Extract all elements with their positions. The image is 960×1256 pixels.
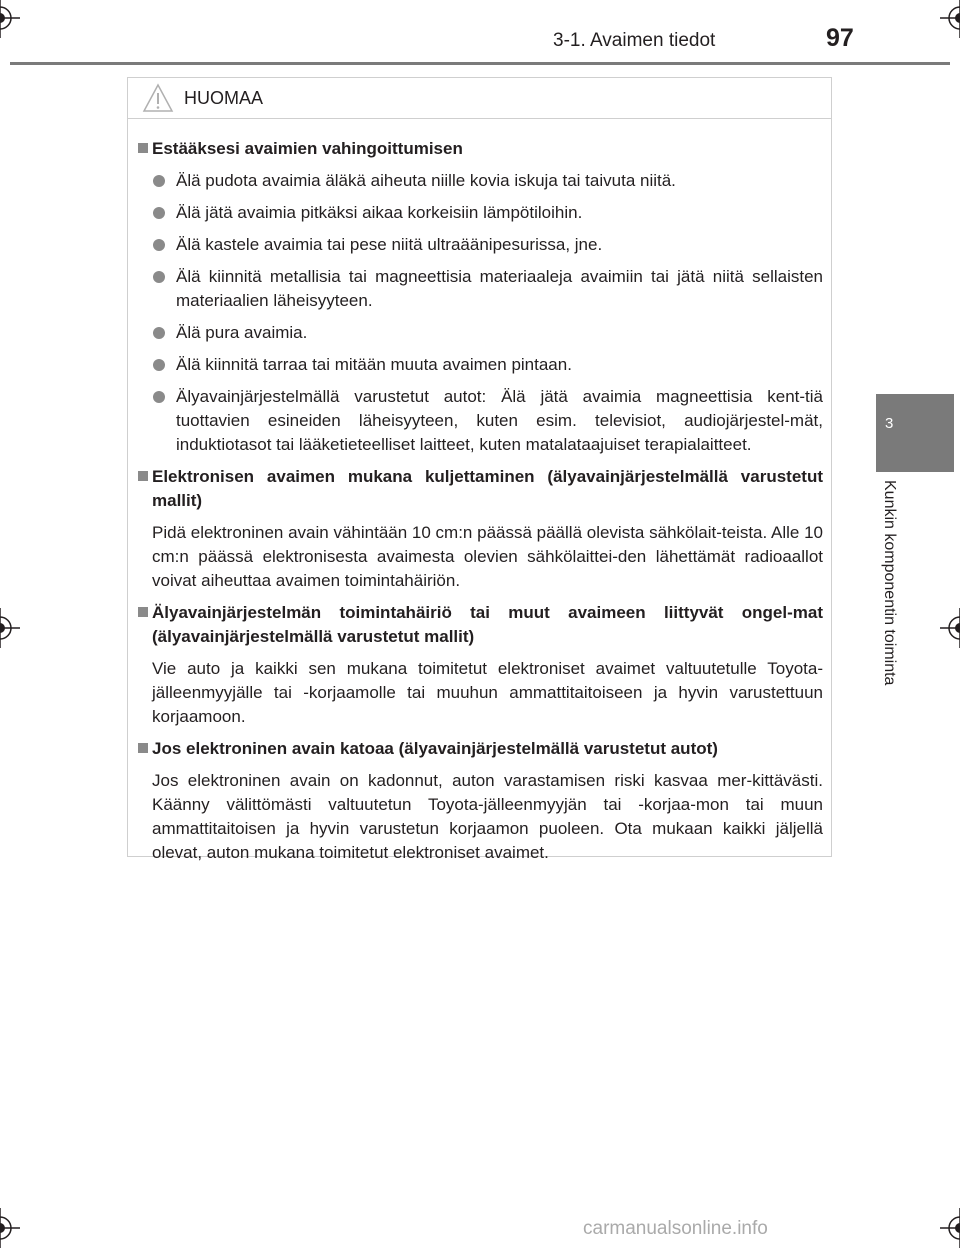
square-bullet-icon — [138, 607, 148, 617]
watermark: carmanualsonline.info — [583, 1218, 768, 1239]
square-bullet-icon — [138, 743, 148, 753]
heading-text: Elektronisen avaimen mukana kuljettaminen (älyavainjärjestelmällä varustetut mallit) — [152, 467, 823, 510]
bullet-item — [152, 353, 823, 377]
header-divider — [10, 62, 950, 65]
heading-text: Älyavainjärjestelmän toimintahäiriö tai muut avaimeen liittyvät ongel-mat (älyavainjärjestelmällä varustetut mallit) — [152, 603, 823, 646]
bullet-text: Älä pura avaimia. — [176, 323, 308, 342]
page-number: 97 — [826, 24, 854, 52]
registration-mark-icon — [940, 0, 960, 38]
square-bullet-icon — [138, 143, 148, 153]
bullet-text: Älyavainjärjestelmällä varustetut autot: Älä jätä avaimia magneettisia kent-tiä tuottavien esineiden läheisyyteen, kuten esim. televisiot, audiojärjestel-mät, induktiotasot tai lääketieteelliset laitteet, kuten matalataajuiset terapialaitteet. — [176, 387, 823, 454]
registration-mark-icon — [940, 1208, 960, 1248]
paragraph: Pidä elektroninen avain vähintään 10 cm:n päässä päällä olevista sähkölait-teista. Alle 10 cm:n päässä elektronisesta avaimesta olevien sähkölaittei-den lähettämät radioaallot voivat aiheuttaa avaimen toimintahäiriön. — [152, 523, 823, 590]
caution-body — [128, 119, 831, 865]
section-title: 3-1. Avaimen tiedot — [553, 30, 716, 51]
registration-mark-icon — [0, 0, 20, 38]
square-bullet-icon — [138, 471, 148, 481]
bullet-text: Älä kiinnitä tarraa tai mitään muuta avaimen pintaan. — [176, 355, 572, 374]
registration-mark-icon — [0, 1208, 20, 1248]
paragraph: Jos elektroninen avain on kadonnut, auton varastamisen riski kasvaa mer-kittävästi. Käänny välittömästi valtuutetun Toyota-jälleenmyyjän tai -korjaa-mon tai muun ammattitaitoisen ja hyvin varustetun korjaamon puoleen. Ota mukaan kaikki jäljellä olevat, auton mukana toimitetut elektroniset avaimet. — [152, 771, 823, 862]
circle-bullet-icon — [153, 175, 165, 187]
circle-bullet-icon — [153, 327, 165, 339]
chapter-title-wrap — [880, 480, 904, 730]
caution-box — [127, 77, 832, 862]
circle-bullet-icon — [153, 207, 165, 219]
section-heading — [138, 465, 823, 513]
heading-text: Jos elektroninen avain katoaa (älyavainjärjestelmällä varustetut autot) — [152, 739, 718, 758]
chapter-number: 3 — [885, 415, 894, 432]
bullet-item — [152, 169, 823, 193]
bullet-item — [152, 321, 823, 345]
circle-bullet-icon — [153, 271, 165, 283]
section-heading — [138, 137, 823, 161]
bullet-text: Älä kastele avaimia tai pese niitä ultraäänipesurissa, jne. — [176, 235, 603, 254]
registration-mark-icon — [940, 608, 960, 648]
section-heading — [138, 601, 823, 649]
circle-bullet-icon — [153, 239, 165, 251]
bullet-item — [152, 233, 823, 257]
warning-triangle-icon — [142, 83, 174, 113]
paragraph: Vie auto ja kaikki sen mukana toimitetut elektroniset avaimet valtuutetulle Toyota-jälleenmyyjälle tai -korjaamolle tai muuhun ammattitaitoiseen ja hyvin varustettuun korjaamoon. — [152, 659, 823, 726]
bullet-text: Älä pudota avaimia äläkä aiheuta niille kovia iskuja tai taivuta niitä. — [176, 171, 676, 190]
caution-title: HUOMAA — [184, 88, 264, 108]
heading-text: Estääksesi avaimien vahingoittumisen — [152, 139, 463, 158]
bullet-text: Älä jätä avaimia pitkäksi aikaa korkeisiin lämpötiloihin. — [176, 203, 583, 222]
bullet-text: Älä kiinnitä metallisia tai magneettisia materiaaleja avaimiin tai jätä niitä sellaisten materiaalien läheisyyteen. — [176, 267, 823, 310]
caution-header — [128, 78, 831, 119]
registration-mark-icon — [0, 608, 20, 648]
bullet-item — [152, 265, 823, 313]
circle-bullet-icon — [153, 391, 165, 403]
circle-bullet-icon — [153, 359, 165, 371]
chapter-title: Kunkin komponentin toiminta — [881, 480, 898, 686]
section-heading — [138, 737, 823, 761]
chapter-tab — [876, 394, 954, 472]
bullet-item — [152, 201, 823, 225]
bullet-item — [152, 385, 823, 457]
